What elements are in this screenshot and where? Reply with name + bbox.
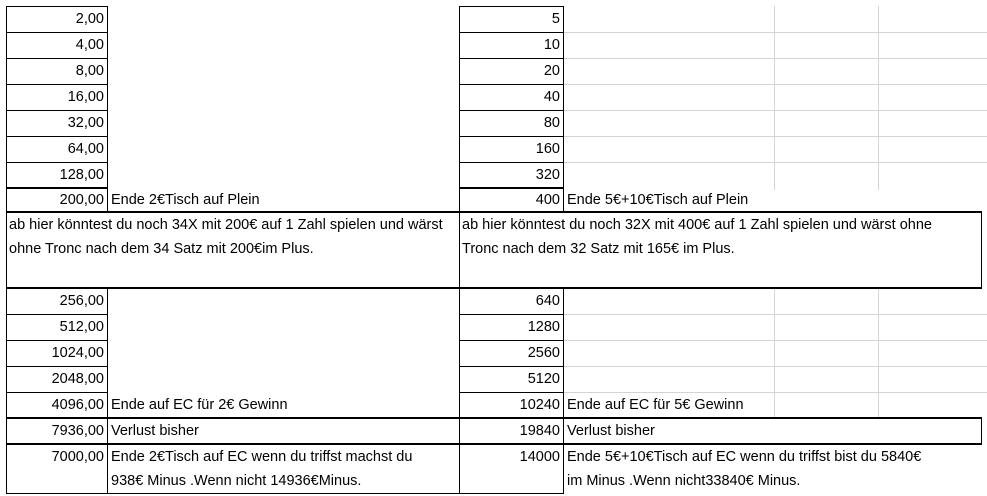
gridline bbox=[878, 288, 879, 418]
gridline bbox=[564, 58, 987, 59]
left-value-cell[interactable]: 4096,00 bbox=[51, 397, 104, 413]
right-value-cell[interactable]: 640 bbox=[535, 293, 560, 309]
right-value-cell[interactable]: 20 bbox=[543, 63, 560, 79]
right-value-cell[interactable]: 5 bbox=[551, 11, 560, 27]
right-label-cell[interactable]: im Minus .Wenn nicht33840€ Minus. bbox=[567, 473, 801, 489]
left-value-cell[interactable]: 7000,00 bbox=[51, 449, 104, 465]
right-value-cell[interactable]: 1280 bbox=[527, 319, 560, 335]
border bbox=[563, 6, 564, 212]
border bbox=[6, 493, 460, 494]
right-label-cell[interactable]: Ende 5€+10€Tisch auf EC wenn du triffst bist du 5840€ bbox=[567, 449, 922, 465]
gridline bbox=[564, 162, 987, 163]
right-value-cell[interactable]: 14000 bbox=[519, 449, 560, 465]
right-value-cell[interactable]: 400 bbox=[535, 192, 560, 208]
left-value-cell[interactable]: 200,00 bbox=[59, 192, 104, 208]
gridline bbox=[564, 366, 987, 367]
left-label-cell[interactable]: Ende 2€Tisch auf EC wenn du triffst machst du bbox=[111, 449, 413, 465]
gridline bbox=[564, 110, 987, 111]
border bbox=[981, 212, 982, 288]
right-label-cell[interactable]: Ende auf EC für 5€ Gewinn bbox=[567, 397, 744, 413]
left-note-cell[interactable]: ab hier könntest du noch 34X mit 200€ auf 1 Zahl spielen und wärst ohne Tronc nach dem 34 Satz mit 200€im Plus. bbox=[9, 217, 443, 257]
left-value-cell[interactable]: 256,00 bbox=[59, 293, 104, 309]
right-value-cell[interactable]: 19840 bbox=[519, 423, 560, 439]
left-value-cell[interactable]: 128,00 bbox=[59, 167, 104, 183]
right-value-cell[interactable]: 10240 bbox=[519, 397, 560, 413]
border bbox=[981, 418, 982, 444]
right-value-cell[interactable]: 5120 bbox=[527, 371, 560, 387]
left-value-cell[interactable]: 16,00 bbox=[67, 89, 104, 105]
left-value-cell[interactable]: 32,00 bbox=[67, 115, 104, 131]
right-label-cell[interactable]: Ende 5€+10€Tisch auf Plein bbox=[567, 192, 749, 208]
left-label-cell[interactable]: Ende 2€Tisch auf Plein bbox=[111, 192, 260, 208]
right-value-cell[interactable]: 320 bbox=[535, 167, 560, 183]
right-note-cell[interactable]: ab hier könntest du noch 32X mit 400€ auf 1 Zahl spielen und wärst ohne Tronc nach dem 32 Satz mit 165€ im Plus. bbox=[462, 217, 932, 257]
border bbox=[459, 493, 563, 494]
left-label-cell[interactable]: 938€ Minus .Wenn nicht 14936€Minus. bbox=[111, 473, 362, 489]
left-value-cell[interactable]: 64,00 bbox=[67, 141, 104, 157]
left-value-cell[interactable]: 1024,00 bbox=[51, 345, 104, 361]
gridline bbox=[564, 32, 987, 33]
right-value-cell[interactable]: 80 bbox=[543, 115, 560, 131]
right-value-cell[interactable]: 40 bbox=[543, 89, 560, 105]
left-value-cell[interactable]: 2,00 bbox=[75, 11, 104, 27]
right-label-cell[interactable]: Verlust bisher bbox=[567, 423, 655, 439]
gridline bbox=[564, 340, 987, 341]
gridline bbox=[564, 314, 987, 315]
left-value-cell[interactable]: 2048,00 bbox=[51, 371, 104, 387]
left-value-cell[interactable]: 7936,00 bbox=[51, 423, 104, 439]
left-label-cell[interactable]: Verlust bisher bbox=[111, 423, 199, 439]
right-value-cell[interactable]: 160 bbox=[535, 141, 560, 157]
right-value-cell[interactable]: 10 bbox=[543, 37, 560, 53]
right-value-cell[interactable]: 2560 bbox=[527, 345, 560, 361]
left-value-cell[interactable]: 8,00 bbox=[75, 63, 104, 79]
left-value-cell[interactable]: 4,00 bbox=[75, 37, 104, 53]
gridline bbox=[564, 136, 987, 137]
gridline bbox=[564, 84, 987, 85]
border bbox=[107, 6, 108, 212]
left-label-cell[interactable]: Ende auf EC für 2€ Gewinn bbox=[111, 397, 288, 413]
left-value-cell[interactable]: 512,00 bbox=[59, 319, 104, 335]
